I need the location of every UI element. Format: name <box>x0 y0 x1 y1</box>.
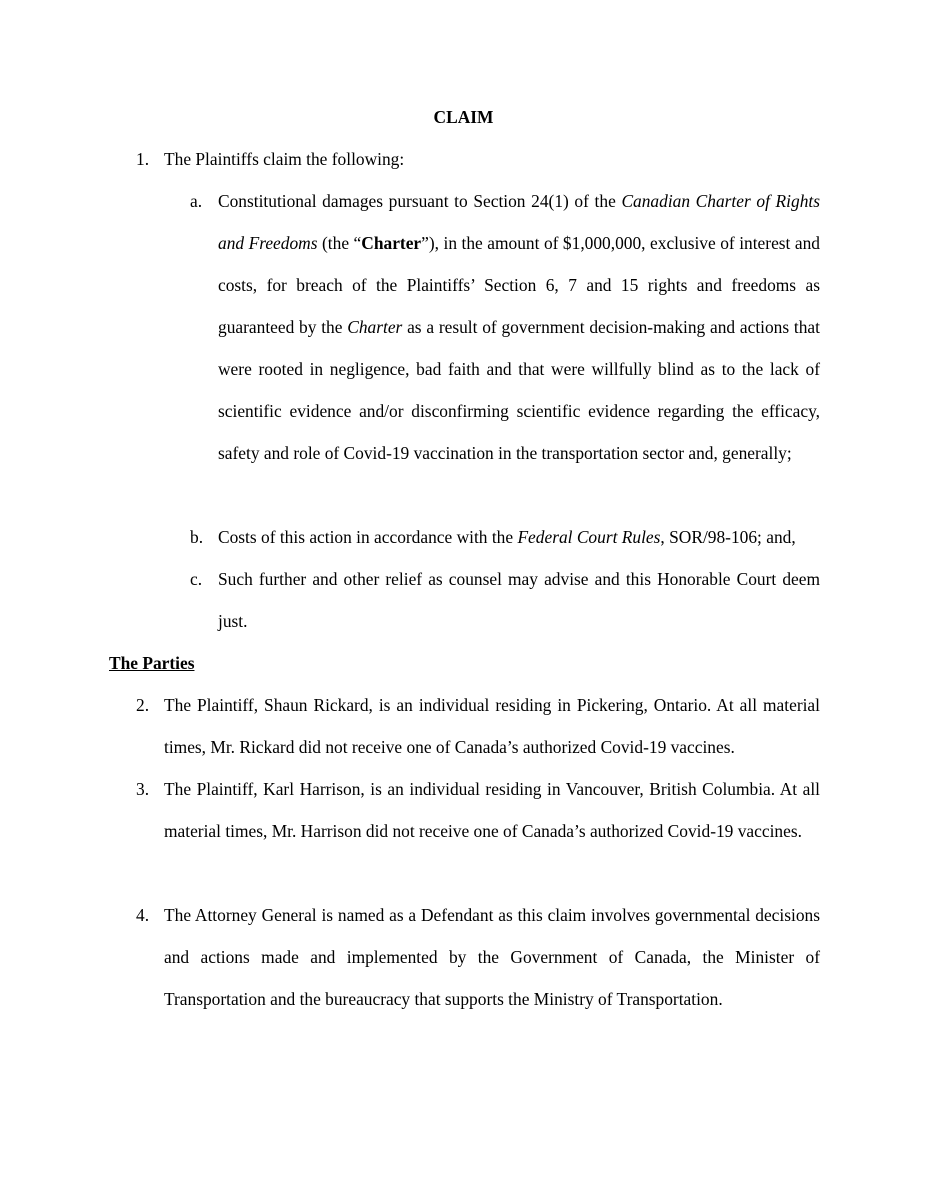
item-number-2: 2. <box>136 695 150 715</box>
page-title: CLAIM <box>433 107 494 127</box>
item-text-2: The Plaintiff, Shaun Rickard, is an individual residing in Pickering, Ontario. At all material times, Mr. Rickard did not receive one of Canada’s authorized Covid-19 vaccines. <box>164 695 820 757</box>
subitem-a-part-4: as a result of government decision-making and actions that were rooted in negligence, bad faith and that were willfully blind as to the lack of scientific evidence and/or disconfirming scientific evidence regarding the efficacy, safety and role of Covid-19 vaccination in the transportation sector and, generally; <box>218 317 820 463</box>
subitem-a-part-3: ”), in the amount of $1,000,000, exclusive of interest and costs, for breach of the Plaintiffs’ Section 6, 7 and 15 rights and freedoms as guaranteed by the <box>218 233 820 337</box>
item-text-3: The Plaintiff, Karl Harrison, is an individual residing in Vancouver, British Columbia. At all material times, Mr. Harrison did not receive one of Canada’s authorized Covid-19 vaccines. <box>164 779 820 841</box>
subitem-text-a <box>218 180 820 474</box>
subitem-a-part-1: Constitutional damages pursuant to Section 24(1) of the <box>218 191 622 211</box>
subitem-letter-a: a. <box>190 191 203 211</box>
section-heading-parties: The Parties <box>109 653 195 673</box>
charter-full-name: Canadian Charter of Rights and Freedoms <box>218 191 820 253</box>
subitem-b-part-1: Costs of this action in accordance with the <box>218 527 518 547</box>
subitem-text-c: Such further and other relief as counsel may advise and this Honorable Court deem just. <box>218 569 820 631</box>
item-number-3: 3. <box>136 779 150 799</box>
item-text-1: The Plaintiffs claim the following: <box>164 149 405 169</box>
charter-reference: Charter <box>347 317 403 337</box>
item-text-4: The Attorney General is named as a Defendant as this claim involves governmental decisions and actions made and implemented by the Government of Canada, the Minister of Transportation and the bureaucracy that supports the Ministry of Transportation. <box>164 905 820 1009</box>
item-number-1: 1. <box>136 149 150 169</box>
item-number-4: 4. <box>136 905 150 925</box>
subitem-letter-c: c. <box>190 569 203 589</box>
subitem-b-part-2: , SOR/98-106; and, <box>660 527 796 547</box>
federal-court-rules: Federal Court Rules <box>517 527 661 547</box>
subitem-text-b <box>218 516 820 558</box>
subitem-letter-b: b. <box>190 527 204 547</box>
subitem-a-part-2: (the “ <box>317 233 362 253</box>
charter-defined-term: Charter <box>361 233 422 253</box>
